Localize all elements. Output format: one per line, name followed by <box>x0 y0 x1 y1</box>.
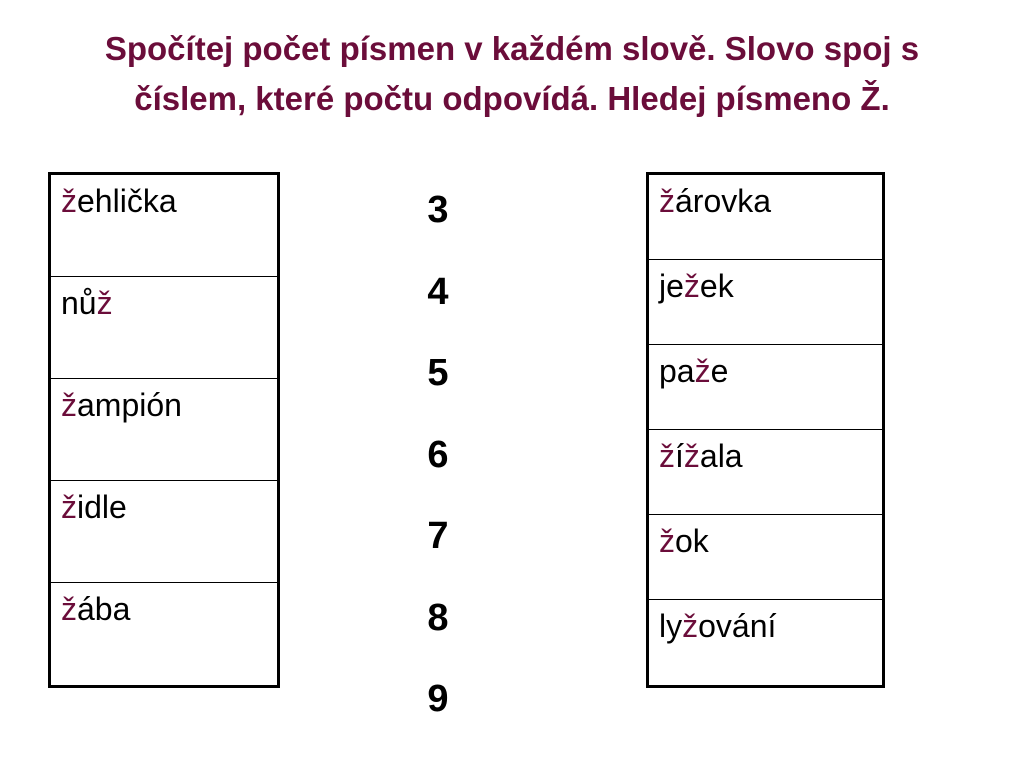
word-suffix: ehlička <box>77 183 177 219</box>
accent-letter: ž <box>61 387 77 423</box>
accent-letter: ž <box>683 438 700 474</box>
number-item: 3 <box>427 189 449 231</box>
word-cell <box>649 175 882 260</box>
left-word-table <box>48 172 280 688</box>
word-suffix: árovka <box>675 183 772 219</box>
accent-letter: ž <box>96 285 113 321</box>
accent-letter: ž <box>61 591 77 627</box>
accent-letter: ž <box>61 489 77 525</box>
word-prefix: je <box>659 268 684 304</box>
word-prefix: nů <box>61 285 97 321</box>
word-suffix: ování <box>698 608 777 644</box>
word-prefix: ly <box>659 608 683 644</box>
word-cell <box>649 430 882 515</box>
number-item: 4 <box>427 270 449 313</box>
number-item: 8 <box>427 596 449 639</box>
accent-letter: ž <box>683 268 700 304</box>
number-item: 9 <box>427 678 449 720</box>
number-item: 5 <box>427 352 449 394</box>
number-item: 6 <box>427 433 449 476</box>
word-suffix: ala <box>699 438 743 474</box>
word-suffix: idle <box>77 489 127 525</box>
word-suffix: ampión <box>77 387 182 423</box>
word-suffix: ok <box>675 523 709 559</box>
right-word-table <box>646 172 885 688</box>
accent-letter: ž <box>61 183 77 219</box>
word-cell <box>649 600 882 685</box>
number-column <box>408 170 468 741</box>
word-cell <box>51 481 277 583</box>
word-suffix: ába <box>77 591 131 627</box>
word-suffix: e <box>710 353 729 389</box>
accent-letter: ž <box>659 183 675 219</box>
word-cell <box>51 583 277 685</box>
word-cell <box>51 175 277 277</box>
word-suffix: ek <box>699 268 734 304</box>
word-cell <box>51 277 277 379</box>
number-item: 7 <box>427 515 449 557</box>
accent-letter: ž <box>659 438 675 474</box>
accent-letter: ž <box>659 523 675 559</box>
word-cell <box>649 345 882 430</box>
word-cell <box>649 515 882 600</box>
accent-letter: ž <box>682 608 699 644</box>
word-cell <box>649 260 882 345</box>
word-cell <box>51 379 277 481</box>
word-prefix: pa <box>659 353 695 389</box>
word-middle: í <box>675 438 684 474</box>
page-title: Spočítej počet písmen v každém slově. Slovo spoj s číslem, které počtu odpovídá. Hledej písmeno Ž. <box>104 30 920 117</box>
accent-letter: ž <box>694 353 711 389</box>
